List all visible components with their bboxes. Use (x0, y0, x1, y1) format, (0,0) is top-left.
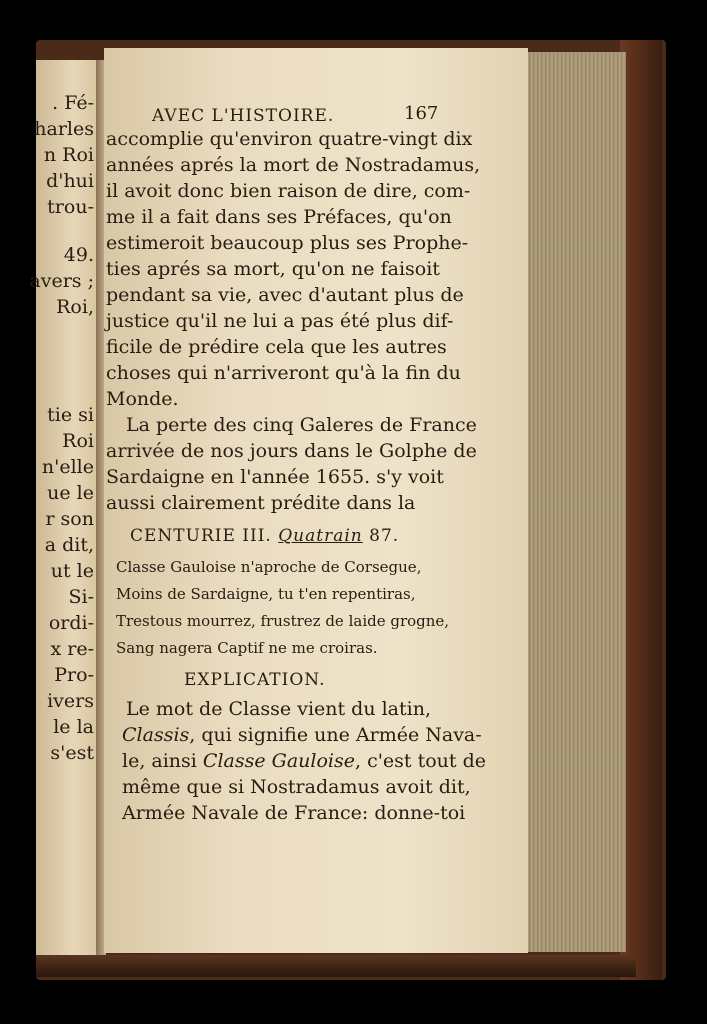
text-line: il avoit donc bien raison de dire, com- (106, 180, 471, 202)
text-span: le, ainsi (122, 750, 203, 772)
left-page-fragment: ut le (50, 560, 94, 582)
centurie-label: CENTURIE III. (130, 526, 272, 546)
left-page-fragment: harles (34, 118, 94, 140)
right-page (104, 48, 528, 953)
verse-line: Classe Gauloise n'aproche de Corsegue, (116, 558, 422, 576)
left-page-fragment: Roi, (56, 296, 94, 318)
explication-title: EXPLICATION. (184, 670, 326, 690)
left-page-fragment: trou- (47, 196, 94, 218)
left-page-fragment: tie si (47, 404, 94, 426)
running-head: AVEC L'HISTOIRE. (152, 106, 335, 126)
text-line (122, 724, 482, 746)
text-line: aussi clairement prédite dans la (106, 492, 416, 514)
left-page-fragment: ivers (47, 690, 94, 712)
left-page-fragment: r son (45, 508, 94, 530)
text-span: , c'est tout de (354, 750, 486, 772)
left-page-fragment: ordi- (48, 612, 94, 634)
text-line: La perte des cinq Galeres de France (126, 414, 477, 436)
left-page-fragment: a dit, (44, 534, 94, 556)
text-line: accomplie qu'environ quatre-vingt dix (106, 128, 473, 150)
page-number: 167 (404, 103, 439, 124)
text-line: justice qu'il ne lui a pas été plus dif- (106, 310, 454, 332)
left-page-fragment: . Fé- (52, 92, 94, 114)
text-line: Monde. (106, 388, 179, 410)
verse-line: Moins de Sardaigne, tu t'en repentiras, (116, 585, 416, 603)
text-line: arrivée de nos jours dans le Golphe de (106, 440, 477, 462)
left-page-fragment: avers ; (29, 270, 94, 292)
left-page-fragment: Roi (62, 430, 94, 452)
quatrain-label: Quatrain (278, 526, 363, 546)
italic-word: Classe Gauloise (202, 750, 355, 772)
left-page (29, 60, 98, 955)
text-line: choses qui n'arriveront qu'à la fin du (106, 362, 461, 384)
quatrain-number: 87. (369, 526, 400, 546)
left-page-fragment: Pro- (54, 664, 94, 686)
text-line: ficile de prédire cela que les autres (106, 336, 447, 358)
text-line: années aprés la mort de Nostradamus, (106, 154, 481, 176)
verse-line: Trestous mourrez, frustrez de laide grogne, (116, 612, 450, 630)
verse-line: Sang nagera Captif ne me croiras. (116, 639, 378, 657)
text-line: même que si Nostradamus avoit dit, (122, 776, 471, 798)
page-edges (526, 52, 626, 952)
text-line (122, 750, 486, 772)
text-line: estimeroit beaucoup plus ses Prophe- (106, 232, 469, 254)
left-page-fragment: n Roi (43, 144, 94, 166)
text-line: ties aprés sa mort, qu'on ne faisoit (106, 258, 440, 280)
left-page-fragment: le la (53, 716, 94, 738)
left-page-fragment: Si- (68, 586, 94, 608)
text-line: Le mot de Classe vient du latin, (126, 698, 432, 720)
quatrain-heading (130, 526, 399, 546)
left-page-fragment: d'hui (46, 170, 94, 192)
left-page-fragment: ue le (47, 482, 94, 504)
book-spine-right (620, 40, 662, 980)
italic-word: Classis (122, 724, 190, 746)
text-line: me il a fait dans ses Préfaces, qu'on (106, 206, 452, 228)
text-line: Sardaigne en l'année 1655. s'y voit (106, 466, 444, 488)
text-line: pendant sa vie, avec d'autant plus de (106, 284, 464, 306)
book-bottom-edge (36, 955, 636, 977)
left-page-fragment: n'elle (41, 456, 94, 478)
left-page-fragment: 49. (63, 244, 94, 266)
text-span: , qui signifie une Armée Nava- (189, 724, 482, 746)
left-page-fragment: s'est (50, 742, 94, 764)
left-page-fragment: x re- (50, 638, 94, 660)
text-line: Armée Navale de France: donne-toi (122, 802, 466, 824)
